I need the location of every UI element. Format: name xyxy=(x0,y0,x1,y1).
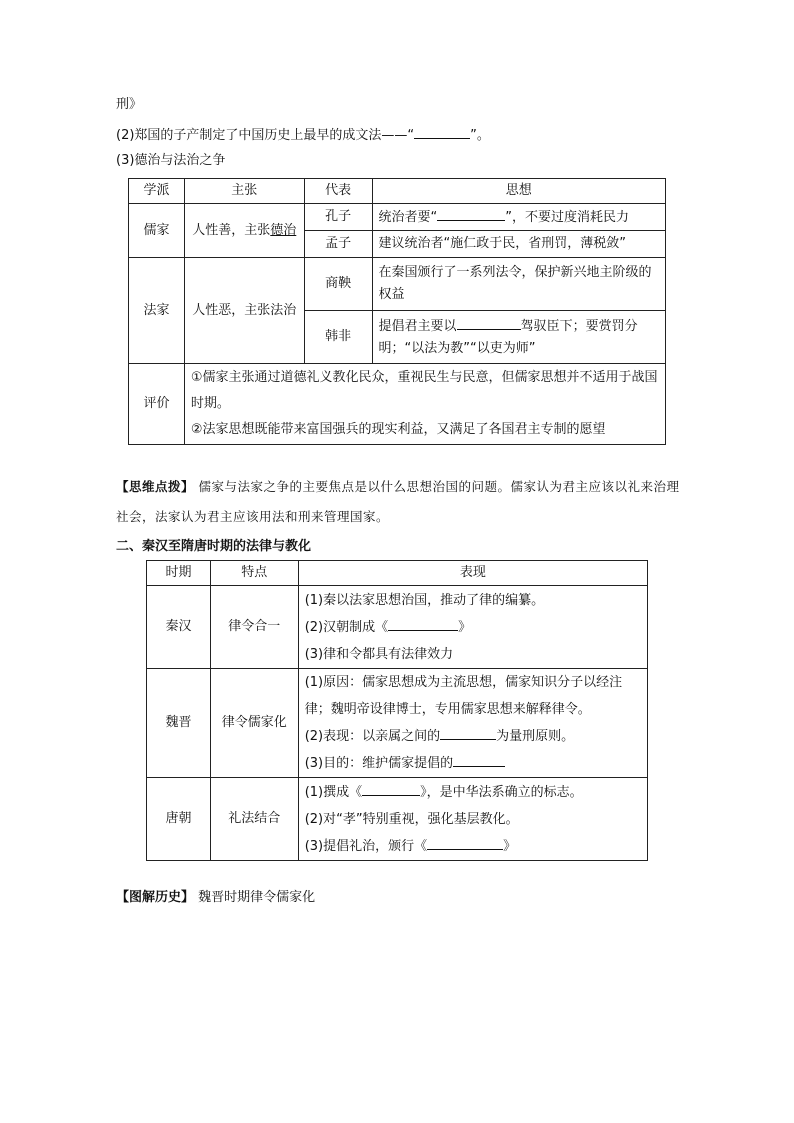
fill-blank[interactable] xyxy=(453,752,505,767)
rep-mengzi: 孟子 xyxy=(304,231,372,258)
claim-ru: 人性善，主张德治 xyxy=(184,204,304,258)
section-heading: 二、秦汉至隋唐时期的法律与教化 xyxy=(116,539,312,554)
table-row xyxy=(147,669,648,778)
header-claim: 主张 xyxy=(184,179,304,204)
table-qin-to-tang xyxy=(146,560,648,861)
fill-blank[interactable] xyxy=(457,315,521,330)
fill-blank[interactable] xyxy=(427,835,503,850)
rep-hanfei: 韩非 xyxy=(304,311,372,364)
fill-blank[interactable] xyxy=(440,725,496,740)
fragment-text: 刑》 xyxy=(116,97,143,112)
header-manifestation: 表现 xyxy=(298,561,647,586)
period-qinhan: 秦汉 xyxy=(147,586,211,669)
header-feature: 特点 xyxy=(210,561,298,586)
header-representative: 代表 xyxy=(304,179,372,204)
idea-shangyang: 在秦国颁行了一系列法令，保护新兴地主阶级的权益 xyxy=(372,258,665,311)
idea-kongzi: 统治者要“ ”，不要过度消耗民力 xyxy=(372,204,665,231)
table-confucian-legalist xyxy=(128,178,666,445)
detail-tang: (1)撰成《 》，是中华法系确立的标志。 (2)对“孝”特别重视，强化基层教化。 (3)提倡礼治，颁行《 》 xyxy=(298,778,647,861)
feature-tang: 礼法结合 xyxy=(210,778,298,861)
table-row xyxy=(129,204,666,231)
eval-point-1: ①儒家主张通过道德礼义教化民众，重视民生与民意，但儒家思想并不适用于战国时期。 xyxy=(190,370,658,411)
feature-weijin: 律令儒家化 xyxy=(210,669,298,778)
header-school: 学派 xyxy=(129,179,185,204)
detail-weijin: (1)原因：儒家思想成为主流思想，儒家知识分子以经注律；魏明帝设律博士，专用儒家思想来解释律令。 (2)表现：以亲属之间的 为量刑原则。 (3)目的：维护儒家提倡的 xyxy=(298,669,647,778)
school-fa: 法家 xyxy=(129,258,185,364)
fill-blank[interactable] xyxy=(414,124,470,139)
item-2: (2)郑国的子产制定了中国历史上最早的成文法——“ ”。 xyxy=(116,124,490,145)
period-tang: 唐朝 xyxy=(147,778,211,861)
table-row xyxy=(129,258,666,311)
table-row xyxy=(147,778,648,861)
claim-fa: 人性恶，主张法治 xyxy=(184,258,304,364)
fill-blank[interactable] xyxy=(437,206,505,221)
header-idea: 思想 xyxy=(372,179,665,204)
feature-qinhan: 律令合一 xyxy=(210,586,298,669)
tip-text: 儒家与法家之争的主要焦点是以什么思想治国的问题。儒家认为君主应该以礼来治理社会，法家认为君主应该用法和刑来管理国家。 xyxy=(116,479,680,524)
period-weijin: 魏晋 xyxy=(147,669,211,778)
eval-label: 评价 xyxy=(129,364,185,445)
table-row xyxy=(147,586,648,669)
detail-qinhan: (1)秦以法家思想治国，推动了律的编纂。 (2)汉朝制成《 》 (3)律和令都具有法律效力 xyxy=(298,586,647,669)
tip-label: 【思维点拨】 xyxy=(116,479,195,494)
idea-hanfei: 提倡君主要以 驾驭臣下；要赏罚分明；“以法为教”“以吏为师” xyxy=(372,311,665,364)
item-3: (3)德治与法治之争 xyxy=(116,153,226,168)
school-ru: 儒家 xyxy=(129,204,185,258)
idea-mengzi: 建议统治者“施仁政于民，省刑罚，薄税敛” xyxy=(372,231,665,258)
thinking-tip xyxy=(116,472,682,532)
diagram-label: 【图解历史】 xyxy=(116,890,195,905)
table-row xyxy=(129,364,666,445)
table-header-row xyxy=(129,179,666,204)
eval-content xyxy=(184,364,665,445)
fill-blank[interactable] xyxy=(388,616,458,631)
header-period: 时期 xyxy=(147,561,211,586)
diagram-caption xyxy=(116,889,315,907)
diagram-title: 魏晋时期律令儒家化 xyxy=(198,890,316,905)
table-header-row xyxy=(147,561,648,586)
eval-point-2: ②法家思想既能带来富国强兵的现实利益，又满足了各国君主专制的愿望 xyxy=(190,422,606,437)
fill-blank[interactable] xyxy=(362,781,420,796)
rep-kongzi: 孔子 xyxy=(304,204,372,231)
rep-shangyang: 商鞅 xyxy=(304,258,372,311)
